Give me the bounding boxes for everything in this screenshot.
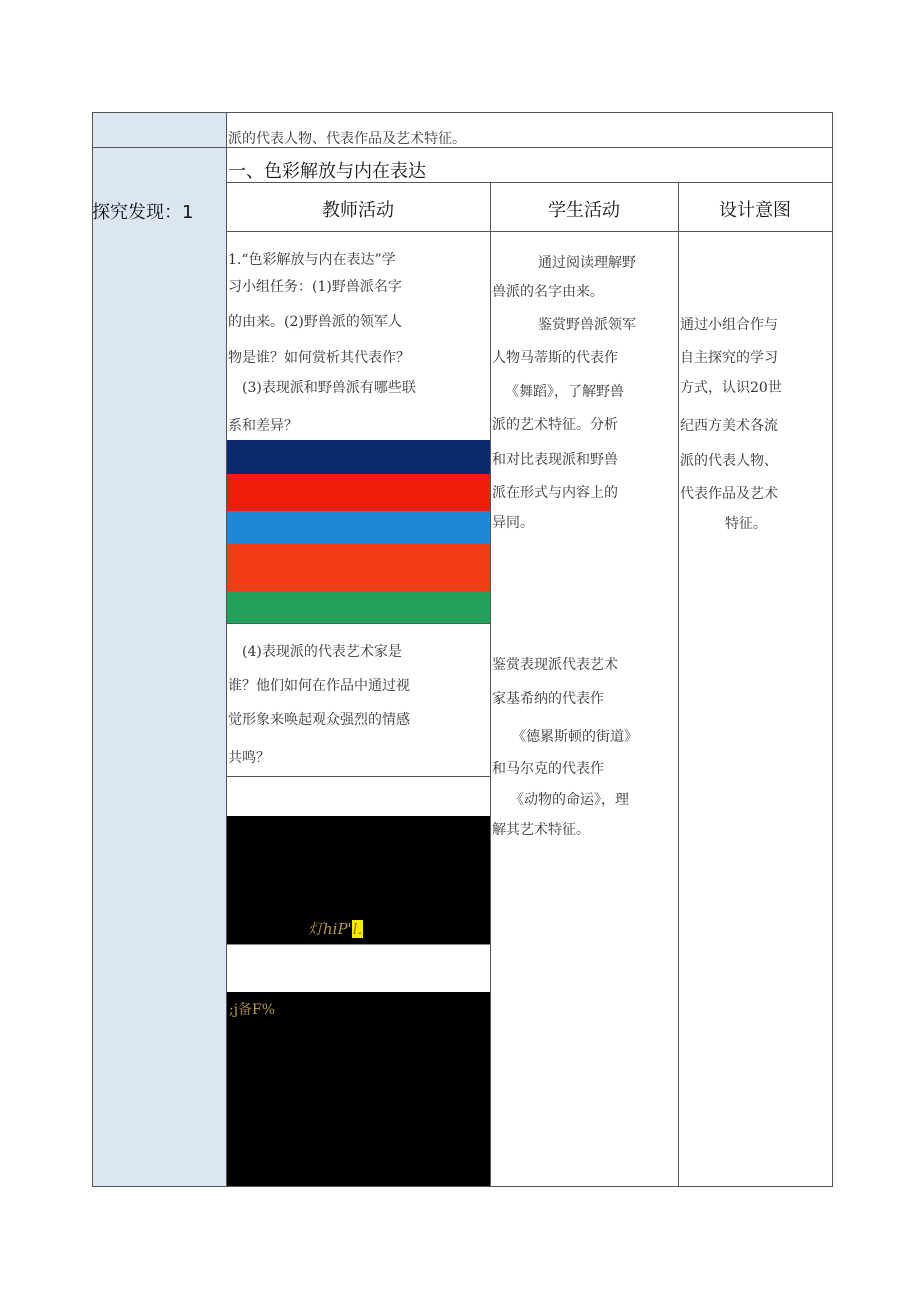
artwork-caption-2: ;j备F% (229, 1002, 276, 1018)
student-text-line: 鉴赏表现派代表艺术 (492, 657, 618, 673)
student-text-line: 异同。 (492, 515, 534, 531)
artwork-caption-1-text: 灯hiP' (308, 920, 352, 938)
student-text-line: 鉴赏野兽派领军 (538, 317, 636, 333)
student-text-line: 派的艺术特征。分析 (492, 417, 618, 433)
teacher-text-line: 物是谁？如何赏析其代表作？ (228, 350, 410, 366)
column-header-teacher: 教师活动 (322, 200, 394, 221)
column-header-student: 学生活动 (548, 200, 620, 221)
design-text-line: 纪西方美术各流 (680, 418, 778, 434)
design-text-line: 代表作品及艺术 (680, 486, 778, 502)
image-band-navy (227, 440, 490, 474)
student-text-line: 通过阅读理解野 (538, 255, 636, 271)
left-label: 探究发现：1 (92, 202, 194, 223)
design-text-line: 通过小组合作与 (680, 317, 778, 333)
artwork-image-2 (227, 992, 490, 1187)
teacher-text-line: (3)表现派和野兽派有哪些联 (242, 380, 416, 396)
student-text-line: 人物马蒂斯的代表作 (492, 350, 618, 366)
student-text-line: 《动物的命运》，理 (510, 792, 629, 808)
teacher-text-line: 觉形象来唤起观众强烈的情感 (228, 712, 410, 728)
left-label-column (92, 112, 226, 1187)
column-header-design: 设计意图 (719, 200, 791, 221)
student-text-line: 《舞蹈》，了解野兽 (505, 384, 624, 400)
student-text-line: 和对比表现派和野兽 (492, 452, 618, 468)
student-text-line: 解其艺术特征。 (492, 822, 590, 838)
header-row-text: 派的代表人物、代表作品及艺术特征。 (228, 131, 466, 147)
teacher-text-line: 习小组任务：(1)野兽派名字 (228, 279, 402, 295)
student-text-line: 和马尔克的代表作 (492, 761, 604, 777)
design-text-line: 派的代表人物、 (680, 453, 778, 469)
teacher-text-line: 系和差异？ (228, 418, 298, 434)
student-text-line: 家基希纳的代表作 (492, 691, 604, 707)
design-text-line: 特征。 (725, 516, 767, 532)
image-band-red (227, 474, 490, 511)
caption-highlight-mark: l. (352, 920, 363, 938)
student-text-line: 《德累斯顿的街道》 (512, 729, 638, 745)
artwork-caption-1 (308, 918, 363, 939)
teacher-text-line: 的由来。(2)野兽派的领军人 (228, 314, 402, 330)
section-title: 一、色彩解放与内在表达 (228, 161, 426, 182)
teacher-text-line: 共鸣？ (228, 750, 270, 766)
teacher-text-line: (4)表现派的代表艺术家是 (242, 644, 402, 660)
student-text-line: 派在形式与内容上的 (492, 485, 618, 501)
image-band-green (227, 591, 490, 623)
design-text-line: 自主探究的学习 (680, 350, 778, 366)
image-band-orange (227, 544, 490, 591)
student-text-line: 兽派的名字由来。 (492, 284, 604, 300)
teacher-text-line: 1.“色彩解放与内在表达”学 (228, 252, 396, 268)
design-text-line: 方式，认识20世 (680, 380, 782, 396)
teacher-text-line: 谁？他们如何在作品中通过视 (228, 678, 410, 694)
image-band-blue (227, 511, 490, 544)
